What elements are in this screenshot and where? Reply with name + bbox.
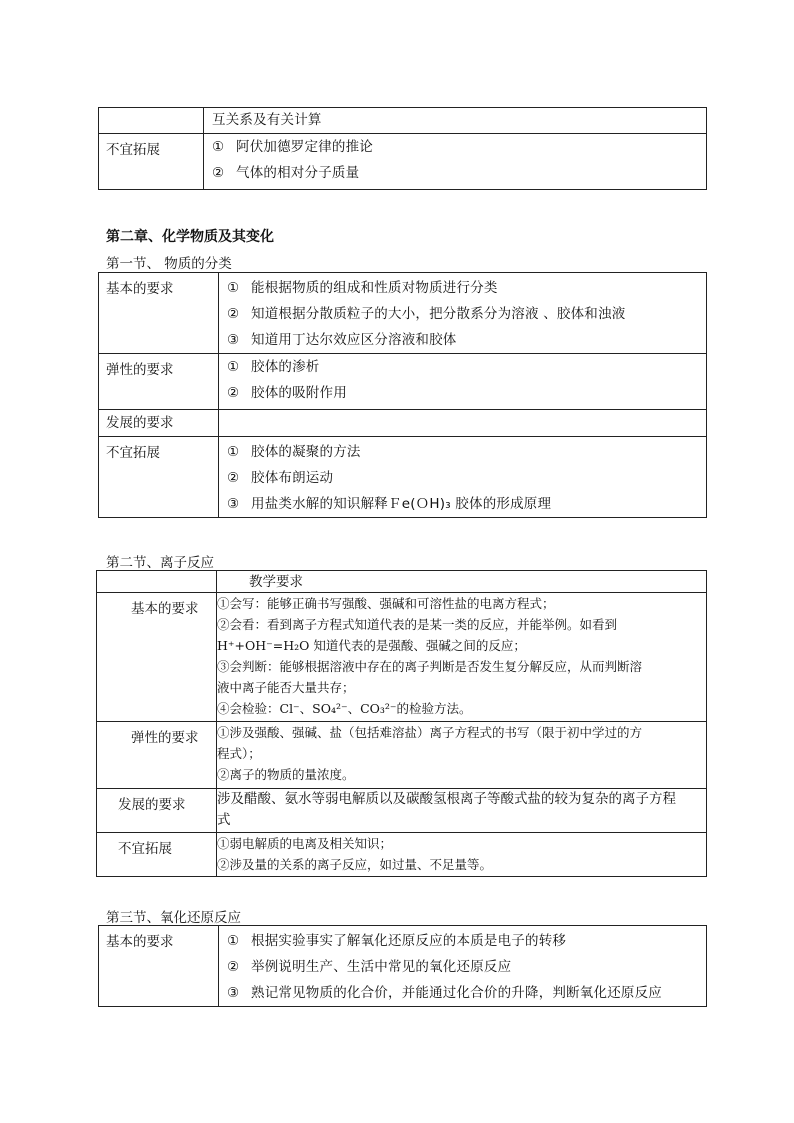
table-cell [217,593,707,722]
table-section3 [98,925,707,1007]
row-label: 基本的要求 [97,593,217,722]
text-line: 式 [217,812,231,828]
table-cell-empty [219,410,707,437]
table-cell [219,354,707,410]
header-text: 教学要求 [249,574,303,590]
table-cell [217,833,707,877]
list-item: 互关系及有关计算 [212,112,322,128]
section-title: 第二节、离子反应 [106,555,214,571]
table-cell [204,134,707,190]
table-cell [204,108,707,134]
text-line: 涉及醋酸、氨水等弱电解质以及碳酸氢根离子等酸式盐的较为复杂的离子方程 [217,791,676,807]
list-item: ② 胶体布朗运动 [227,470,334,486]
chapter-title: 第二章、化学物质及其变化 [106,229,274,245]
list-item: ① 阿伏加德罗定律的推论 [212,139,373,155]
table-cell [217,789,707,833]
row-label: 弹性的要求 [97,722,217,789]
list-item: ② 知道根据分散质粒子的大小，把分散系分为溶液 、胶体和浊液 [227,306,626,322]
row-label: 不宜拓展 [99,134,204,190]
table-section2 [96,570,707,877]
row-label: 基本的要求 [99,926,219,1007]
row-label: 基本的要求 [99,273,219,354]
text-line: 程式）； [217,746,261,761]
table-cell [219,273,707,354]
text-line: 液中离子能否大量共存； [217,680,355,695]
text-line: ①涉及强酸、强碱、盐（包括难溶盐）离子方程式的书写（限于初中学过的方 [217,725,643,740]
row-label: 发展的要求 [99,410,219,437]
table-cell-empty [99,108,204,134]
table-cell [219,926,707,1007]
list-item: ③ 知道用丁达尔效应区分溶液和胶体 [227,332,457,348]
row-label: 不宜拓展 [99,437,219,518]
section-title: 第三节、氧化还原反应 [106,910,241,926]
list-item: ② 胶体的吸附作用 [227,385,347,401]
list-item: ① 能根据物质的组成和性质对物质进行分类 [227,280,498,296]
text-line: ②涉及量的关系的离子反应，如过量、不足量等。 [217,857,493,872]
table-cell [219,437,707,518]
table-cell-empty [97,571,217,593]
text-line: ④会检验：Cl⁻、SO₄²⁻、CO₃²⁻的检验方法。 [217,701,472,716]
list-item: ② 举例说明生产、生活中常见的氧化还原反应 [227,959,512,975]
list-item: ① 根据实验事实了解氧化还原反应的本质是电子的转移 [227,933,567,949]
text-line: ①会写：能够正确书写强酸、强碱和可溶性盐的电离方程式； [217,596,555,611]
list-item: ③ 用盐类水解的知识解释Ｆe(ＯH)₃ 胶体的形成原理 [227,496,552,512]
list-item: ① 胶体的凝聚的方法 [227,444,361,460]
table-chapter1-tail [98,107,707,190]
row-label: 不宜拓展 [97,833,217,877]
text-line: ②离子的物质的量浓度。 [217,767,355,782]
section-title: 第一节、 物质的分类 [106,256,232,272]
text-line: H⁺+OH⁻=H₂O 知道代表的是强酸、强碱之间的反应； [217,638,526,653]
text-line: ②会看：看到离子方程式知道代表的是某一类的反应，并能举例。如看到 [217,617,618,632]
text-line: ③会判断：能够根据溶液中存在的离子判断是否发生复分解反应，从而判断溶 [217,659,643,674]
text-line: ①弱电解质的电离及相关知识； [217,836,393,851]
table-header-cell [217,571,707,593]
list-item: ① 胶体的渗析 [227,359,320,375]
row-label: 弹性的要求 [99,354,219,410]
row-label: 发展的要求 [97,789,217,833]
table-section1 [98,272,707,518]
list-item: ③ 熟记常见物质的化合价，并能通过化合价的升降，判断氧化还原反应 [227,985,662,1001]
list-item: ② 气体的相对分子质量 [212,165,360,181]
table-cell [217,722,707,789]
